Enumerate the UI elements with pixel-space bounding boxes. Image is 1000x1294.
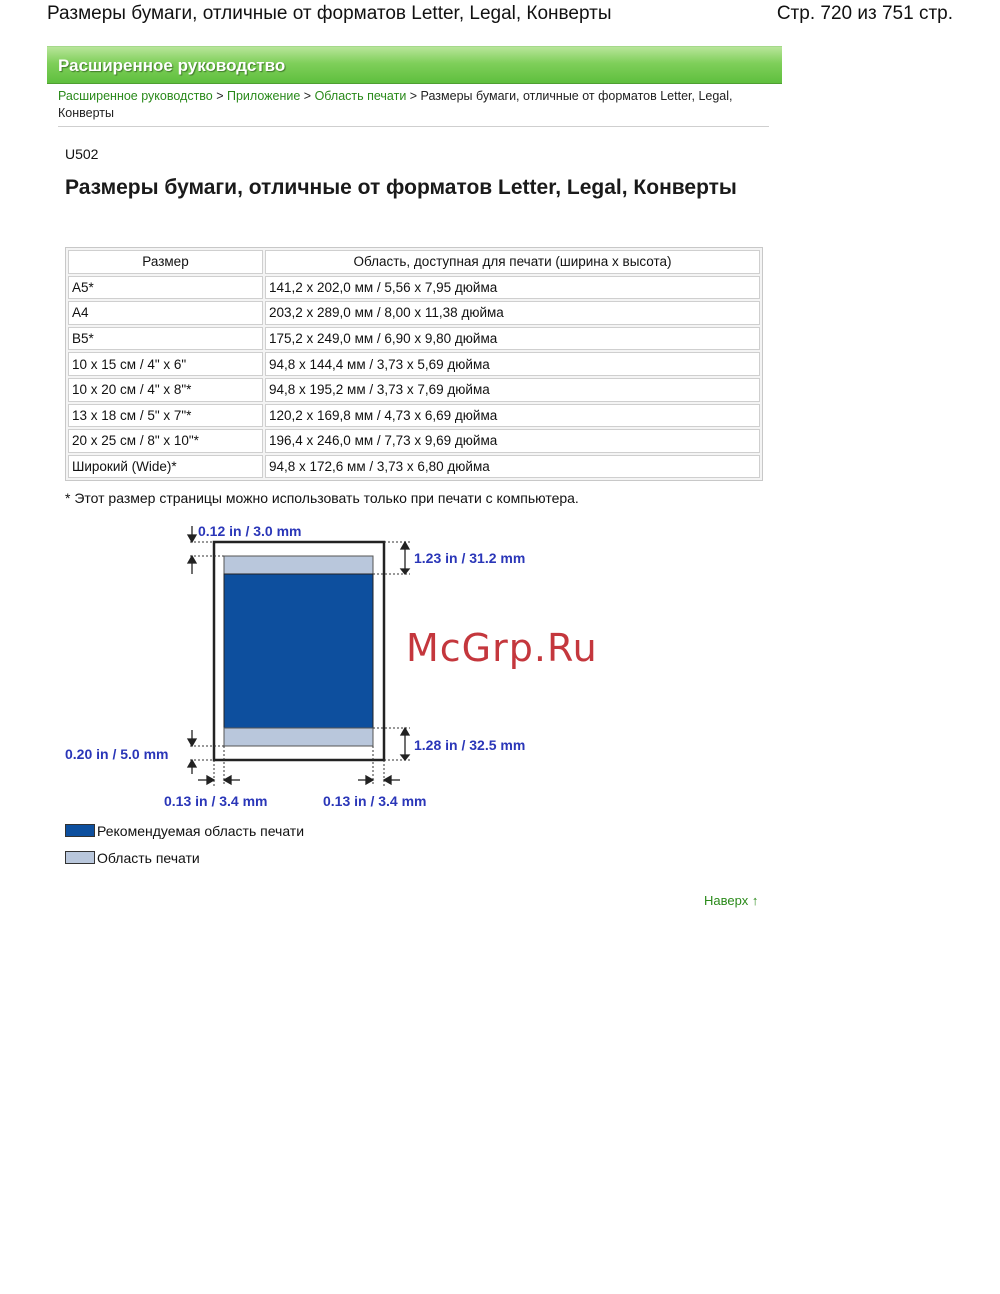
area-cell: 141,2 x 202,0 мм / 5,56 x 7,95 дюйма [265,276,760,300]
table-row [68,301,760,325]
printable-area-bottom-band [224,728,373,746]
banner-label: Расширенное руководство [58,56,286,75]
back-to-top-label[interactable]: Наверх [704,893,749,908]
legend-printable [65,850,200,866]
printable-swatch-icon [65,851,95,864]
table-row [68,404,760,428]
arrow-up-icon: ↑ [751,893,759,908]
area-cell: 120,2 x 169,8 мм / 4,73 x 6,69 дюйма [265,404,760,428]
breadcrumb-link-appendix[interactable]: Приложение [227,89,301,103]
footnote: * Этот размер страницы можно использовать только при печати с компьютера. [65,490,579,506]
size-cell: Широкий (Wide)* [68,455,263,479]
table-header-row [68,250,760,274]
top-margin-label: 0.12 in / 3.0 mm [198,523,302,539]
page-title: Размеры бумаги, отличные от форматов Letter, Legal, Конверты [65,176,737,199]
size-cell: A4 [68,301,263,325]
column-header-size: Размер [68,250,263,274]
breadcrumb-link-guide[interactable]: Расширенное руководство [58,89,213,103]
recommended-swatch-icon [65,824,95,837]
document-title: Размеры бумаги, отличные от форматов Letter, Legal, Конверты [47,3,612,24]
guide-banner [47,46,782,84]
legend-recommended [65,823,304,839]
area-cell: 196,4 x 246,0 мм / 7,73 x 9,69 дюйма [265,429,760,453]
table-row [68,455,760,479]
page-counter: Стр. 720 из 751 стр. [776,3,953,24]
left-margin-label: 0.13 in / 3.4 mm [164,793,268,809]
area-cell: 94,8 x 195,2 мм / 3,73 x 7,69 дюйма [265,378,760,402]
bottom-band-label: 1.28 in / 32.5 mm [414,737,526,753]
breadcrumb-separator: > [300,89,315,103]
table-row [68,352,760,376]
top-band-label: 1.23 in / 31.2 mm [414,550,526,566]
watermark-logo: McGrp.Ru [406,626,598,670]
printable-area-top-band [224,556,373,574]
table-row [68,276,760,300]
size-cell: A5* [68,276,263,300]
area-cell: 94,8 x 144,4 мм / 3,73 x 5,69 дюйма [265,352,760,376]
size-cell: B5* [68,327,263,351]
legend-printable-label: Область печати [97,850,200,866]
size-cell: 10 x 15 см / 4" x 6" [68,352,263,376]
size-cell: 13 x 18 см / 5" x 7"* [68,404,263,428]
legend-recommended-label: Рекомендуемая область печати [97,823,305,839]
page-code: U502 [65,146,99,162]
area-cell: 203,2 x 289,0 мм / 8,00 x 11,38 дюйма [265,301,760,325]
area-cell: 175,2 x 249,0 мм / 6,90 x 9,80 дюйма [265,327,760,351]
breadcrumb-link-print-area[interactable]: Область печати [314,89,407,103]
bottom-margin-label: 0.20 in / 5.0 mm [65,746,169,762]
breadcrumb-current: > Размеры бумаги, отличные от форматов Letter, Legal, Конверты [58,89,733,120]
back-to-top-link[interactable] [704,893,758,908]
recommended-print-area [224,574,373,728]
right-margin-label: 0.13 in / 3.4 mm [323,793,427,809]
breadcrumb [58,88,758,122]
table-row [68,327,760,351]
breadcrumb-separator: > [212,89,227,103]
size-cell: 10 x 20 см / 4" x 8"* [68,378,263,402]
area-cell: 94,8 x 172,6 мм / 3,73 x 6,80 дюйма [265,455,760,479]
paper-size-table [65,247,763,481]
table-row [68,378,760,402]
size-cell: 20 x 25 см / 8" x 10"* [68,429,263,453]
table-row [68,429,760,453]
divider [58,126,769,127]
column-header-area: Область, доступная для печати (ширина x высота) [265,250,760,274]
